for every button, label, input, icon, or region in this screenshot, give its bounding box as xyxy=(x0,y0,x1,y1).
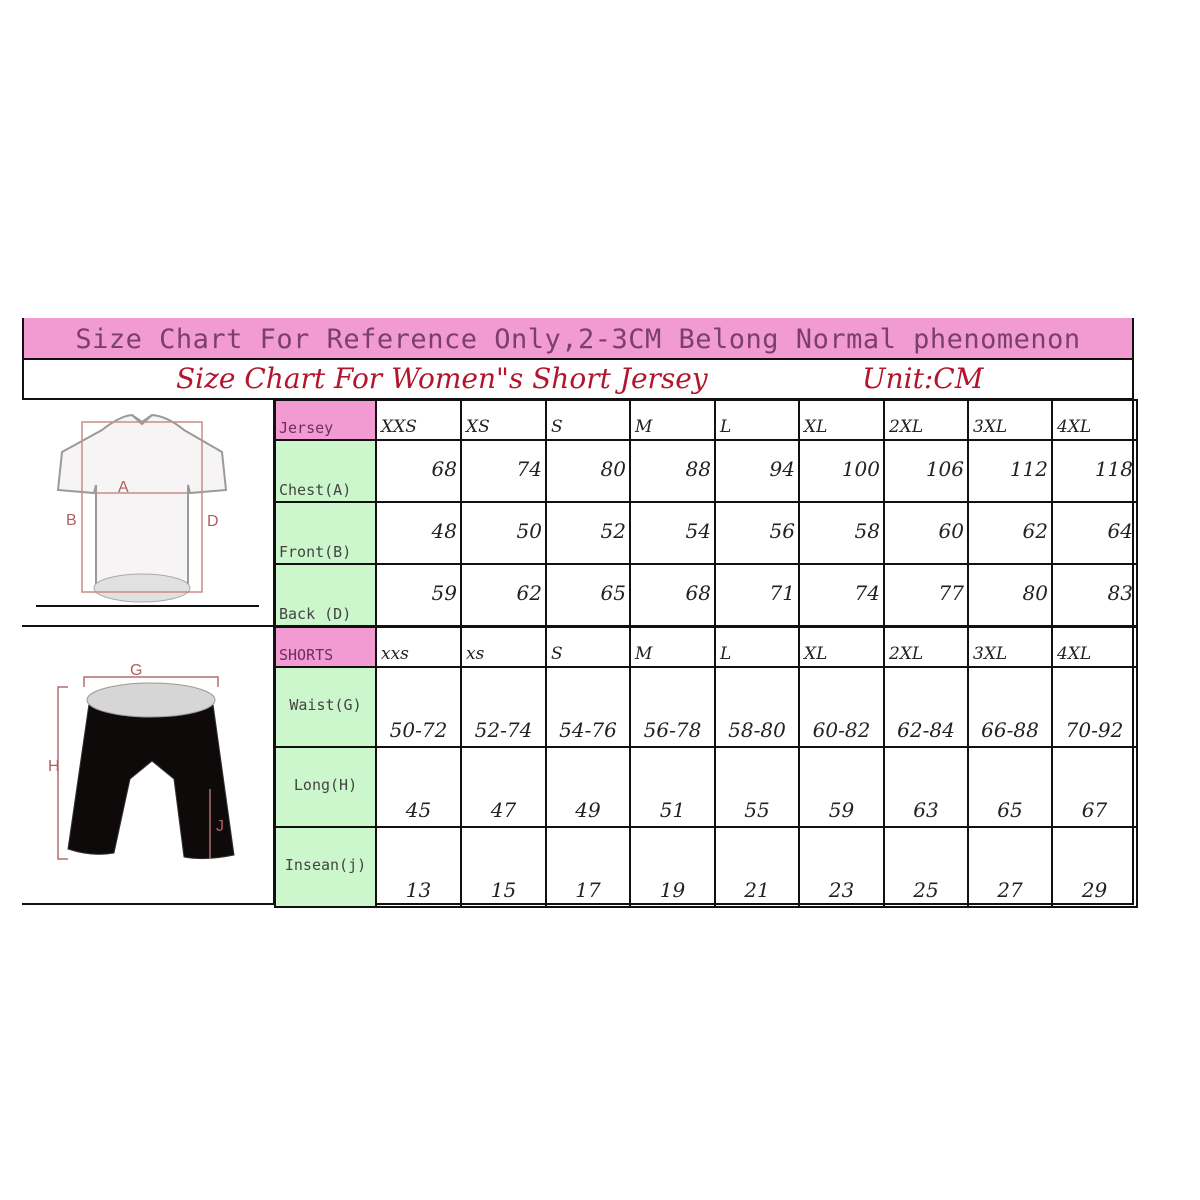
value-cell: 70-92 xyxy=(1052,667,1137,747)
value-cell: 25 xyxy=(884,827,968,907)
jersey-size-table xyxy=(274,399,1138,627)
value-cell: 112 xyxy=(968,440,1052,502)
value-cell: 21 xyxy=(715,827,799,907)
table-row xyxy=(275,667,1137,747)
value-cell: 80 xyxy=(546,440,630,502)
value-cell: 15 xyxy=(461,827,546,907)
size-header: M xyxy=(630,400,715,440)
value-cell: 51 xyxy=(630,747,715,827)
size-header: M xyxy=(630,627,715,667)
value-cell: 88 xyxy=(630,440,715,502)
size-header: S xyxy=(546,400,630,440)
shorts-size-table xyxy=(274,626,1138,908)
value-cell: 17 xyxy=(546,827,630,907)
size-header: 4XL xyxy=(1052,400,1137,440)
value-cell: 52 xyxy=(546,502,630,564)
chart-subtitle: Size Chart For Women"s Short Jersey xyxy=(176,362,708,395)
table-row xyxy=(275,747,1137,827)
value-cell: 60 xyxy=(884,502,968,564)
value-cell: 62-84 xyxy=(884,667,968,747)
value-cell: 52-74 xyxy=(461,667,546,747)
row-label-chest: Chest(A) xyxy=(275,440,376,502)
value-cell: 60-82 xyxy=(799,667,884,747)
table-row xyxy=(275,827,1137,907)
value-cell: 100 xyxy=(799,440,884,502)
size-header: 2XL xyxy=(884,400,968,440)
value-cell: 106 xyxy=(884,440,968,502)
value-cell: 58-80 xyxy=(715,667,799,747)
value-cell: 94 xyxy=(715,440,799,502)
banner-title: Size Chart For Reference Only,2-3CM Belong Normal phenomenon xyxy=(75,324,1081,355)
size-header: L xyxy=(715,627,799,667)
value-cell: 58 xyxy=(799,502,884,564)
value-cell: 55 xyxy=(715,747,799,827)
value-cell: 77 xyxy=(884,564,968,626)
value-cell: 63 xyxy=(884,747,968,827)
value-cell: 50-72 xyxy=(376,667,461,747)
value-cell: 71 xyxy=(715,564,799,626)
jersey-header-cell: Jersey xyxy=(275,400,376,440)
diagram-label-d: D xyxy=(207,513,219,530)
value-cell: 65 xyxy=(546,564,630,626)
value-cell: 68 xyxy=(630,564,715,626)
diagram-label-a: A xyxy=(118,479,129,496)
row-label-front: Front(B) xyxy=(275,502,376,564)
value-cell: 74 xyxy=(799,564,884,626)
value-cell: 118 xyxy=(1052,440,1137,502)
size-header: 3XL xyxy=(968,400,1052,440)
value-cell: 65 xyxy=(968,747,1052,827)
value-cell: 68 xyxy=(376,440,461,502)
value-cell: 27 xyxy=(968,827,1052,907)
size-header: XL xyxy=(799,627,884,667)
value-cell: 29 xyxy=(1052,827,1137,907)
table-row xyxy=(275,564,1137,626)
size-header: L xyxy=(715,400,799,440)
value-cell: 74 xyxy=(461,440,546,502)
row-label-back: Back (D) xyxy=(275,564,376,626)
value-cell: 83 xyxy=(1052,564,1137,626)
value-cell: 19 xyxy=(630,827,715,907)
size-header: xs xyxy=(461,627,546,667)
size-header: XS xyxy=(461,400,546,440)
value-cell: 59 xyxy=(376,564,461,626)
value-cell: 47 xyxy=(461,747,546,827)
diagram-label-g: G xyxy=(130,662,143,679)
value-cell: 23 xyxy=(799,827,884,907)
value-cell: 66-88 xyxy=(968,667,1052,747)
shorts-diagram-icon xyxy=(22,627,273,903)
value-cell: 62 xyxy=(968,502,1052,564)
value-cell: 67 xyxy=(1052,747,1137,827)
value-cell: 49 xyxy=(546,747,630,827)
row-label-inseam: Insean(j) xyxy=(275,827,376,907)
size-header: 4XL xyxy=(1052,627,1137,667)
size-header: xxs xyxy=(376,627,461,667)
value-cell: 56-78 xyxy=(630,667,715,747)
value-cell: 62 xyxy=(461,564,546,626)
row-label-waist: Waist(G) xyxy=(275,667,376,747)
jersey-diagram-icon xyxy=(22,400,273,626)
table-row xyxy=(275,502,1137,564)
size-header: XL xyxy=(799,400,884,440)
value-cell: 64 xyxy=(1052,502,1137,564)
diagram-label-b: B xyxy=(66,512,77,529)
table-row xyxy=(275,440,1137,502)
jersey-illustration-cell xyxy=(22,400,275,626)
row-label-long: Long(H) xyxy=(275,747,376,827)
value-cell: 50 xyxy=(461,502,546,564)
value-cell: 48 xyxy=(376,502,461,564)
unit-label: Unit:CM xyxy=(862,362,984,395)
size-header: XXS xyxy=(376,400,461,440)
size-header: S xyxy=(546,627,630,667)
value-cell: 45 xyxy=(376,747,461,827)
shorts-header-cell: SHORTS xyxy=(275,627,376,667)
value-cell: 56 xyxy=(715,502,799,564)
value-cell: 80 xyxy=(968,564,1052,626)
diagram-label-j: J xyxy=(216,818,224,835)
value-cell: 54 xyxy=(630,502,715,564)
value-cell: 54-76 xyxy=(546,667,630,747)
value-cell: 13 xyxy=(376,827,461,907)
size-header: 3XL xyxy=(968,627,1052,667)
size-header: 2XL xyxy=(884,627,968,667)
diagram-label-h: H xyxy=(48,758,60,775)
shorts-illustration-cell xyxy=(22,627,275,903)
value-cell: 59 xyxy=(799,747,884,827)
